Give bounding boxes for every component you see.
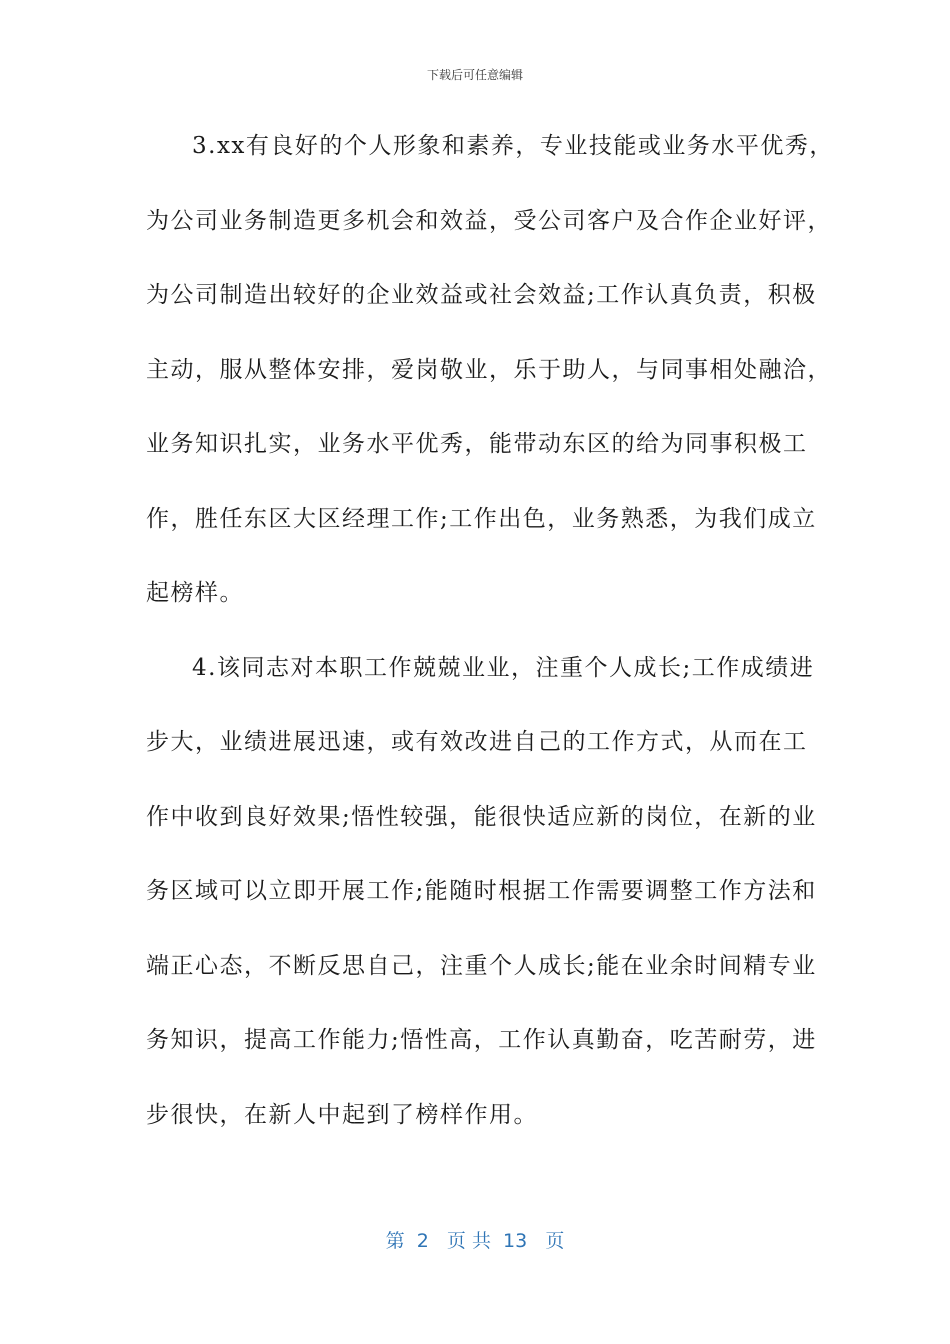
text-line: 业务知识扎实，业务水平优秀，能带动东区的给为同事积极工	[146, 431, 808, 457]
text-line: 端正心态，不断反思自己，注重个人成长;能在业余时间精专业	[146, 952, 817, 979]
text-line: 为公司制造出较好的企业效益或社会效益;工作认真负责，积极	[146, 282, 817, 308]
text-line: 为公司业务制造更多机会和效益，受公司客户及合作企业好评，	[146, 207, 832, 234]
page-number: 第 2 页 共 13 页	[385, 1230, 565, 1252]
text-line: 3.xx有良好的个人形象和素养，专业技能或业务水平优秀，	[192, 133, 834, 159]
text-line: 务知识，提高工作能力;悟性高，工作认真勤奋，吃苦耐劳，进	[146, 1027, 817, 1053]
header-note: 下载后可任意编辑	[426, 68, 523, 82]
text-line: 作，胜任东区大区经理工作;工作出色，业务熟悉，为我们成立	[146, 505, 817, 532]
text-line: 步很快，在新人中起到了榜样作用。	[146, 1101, 538, 1128]
text-line: 步大，业绩进展迅速，或有效改进自己的工作方式，从而在工	[146, 729, 808, 755]
text-line: 4.该同志对本职工作兢兢业业，注重个人成长;工作成绩进	[192, 654, 815, 681]
paragraph-3	[146, 120, 834, 642]
text-line: 作中收到良好效果;悟性较强，能很快适应新的岗位，在新的业	[146, 803, 817, 830]
text-line: 务区域可以立即开展工作;能随时根据工作需要调整工作方法和	[146, 878, 817, 904]
document-body	[146, 120, 834, 1163]
text-line: 主动，服从整体安排，爱岗敬业，乐于助人，与同事相处融洽，	[146, 356, 832, 383]
text-line: 起榜样。	[146, 580, 244, 606]
paragraph-4	[146, 642, 817, 1164]
